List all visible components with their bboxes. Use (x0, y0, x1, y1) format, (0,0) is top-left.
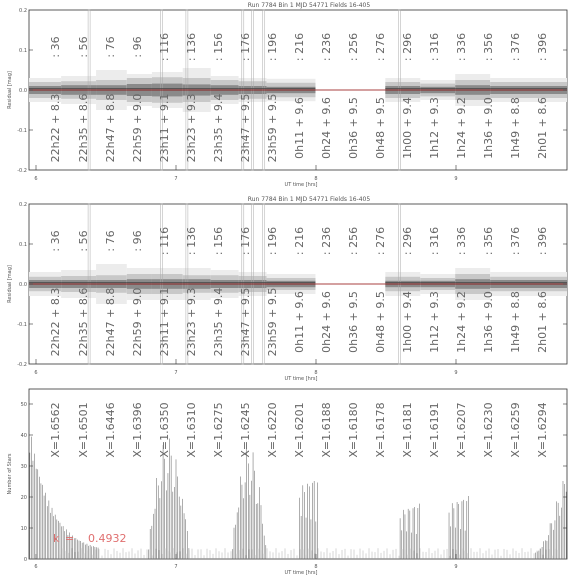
bottom-ytick-label: 30 (20, 464, 27, 470)
airmass-label: X=1.6562 (49, 402, 62, 458)
top-coord-label: 0h24 + 9.6 (320, 97, 333, 159)
top-field-label: : 156 (212, 32, 225, 62)
top-coord-label: 23h47 + 9.5 (239, 93, 252, 163)
top-field-label: : 236 (320, 32, 333, 62)
middle-field-label: : 76 (104, 230, 117, 252)
top-field-label: : 316 (428, 32, 441, 62)
top-coord-label: 1h49 + 8.8 (509, 97, 522, 159)
extinction-k-value: 0.4932 (88, 532, 127, 545)
extinction-k-equals: = (65, 532, 75, 545)
bottom-xtick-label: 8 (314, 564, 318, 570)
top-coord-label: 0h36 + 9.5 (347, 97, 360, 159)
middle-coord-label: 23h59 + 9.5 (266, 287, 279, 357)
middle-field-label: : 236 (320, 226, 333, 256)
middle-ytick-label: -0.1 (17, 322, 27, 328)
middle-coord-label: 22h47 + 8.8 (104, 287, 117, 357)
top-ytick-label: -0.1 (17, 128, 27, 134)
airmass-label: X=1.6350 (158, 402, 171, 458)
top-coord-label: 1h12 + 9.3 (428, 97, 441, 159)
top-field-label: : 196 (266, 32, 279, 62)
top-xtick-label: 6 (34, 176, 38, 182)
middle-residual-panel (7, 196, 567, 382)
middle-coord-label: 1h12 + 9.3 (428, 291, 441, 353)
middle-field-label: : 96 (131, 230, 144, 252)
middle-xtick-label: 9 (454, 370, 458, 376)
top-ytick-label: 0.0 (19, 88, 27, 94)
middle-coord-label: 23h35 + 9.4 (212, 287, 225, 357)
airmass-label: X=1.6230 (482, 402, 495, 458)
top-coord-label: 23h11 + 9.1 (158, 93, 171, 163)
top-field-label: : 96 (131, 36, 144, 58)
middle-coord-label: 0h11 + 9.6 (293, 291, 306, 353)
middle-xtick-marks (36, 359, 456, 364)
middle-field-label: : 256 (347, 226, 360, 256)
top-ytick-label: 0.2 (19, 8, 27, 14)
airmass-label: X=1.6191 (428, 402, 441, 458)
middle-coord-label: 23h11 + 9.1 (158, 287, 171, 357)
airmass-label: X=1.6180 (347, 402, 360, 458)
middle-panel-title: Run 7784 Bin 1 MJD 54771 Fields 16-405 (247, 196, 371, 203)
middle-coord-label: 22h59 + 9.0 (131, 287, 144, 357)
middle-coord-label: 1h49 + 8.8 (509, 291, 522, 353)
extinction-k-symbol: k (53, 532, 60, 545)
top-field-label: : 176 (239, 32, 252, 62)
airmass-label: X=1.6259 (509, 402, 522, 458)
middle-coord-label: 1h36 + 9.0 (482, 291, 495, 353)
top-ylabel: Residual [mag] (7, 71, 13, 109)
airmass-label: X=1.6201 (293, 402, 306, 458)
top-ytick-label: 0.1 (19, 48, 27, 54)
middle-field-label: : 136 (185, 226, 198, 256)
airmass-label: X=1.6245 (239, 402, 252, 458)
top-coord-label: 1h00 + 9.4 (401, 97, 414, 159)
middle-field-label: : 156 (212, 226, 225, 256)
airmass-label: X=1.6178 (374, 402, 387, 458)
middle-field-label: : 176 (239, 226, 252, 256)
top-ytick-label: -0.2 (17, 168, 27, 174)
top-field-label: : 376 (509, 32, 522, 62)
middle-xtick-label: 7 (174, 370, 178, 376)
middle-ytick-label: 0.2 (19, 202, 27, 208)
middle-field-label: : 116 (158, 226, 171, 256)
middle-coord-label: 22h35 + 8.6 (77, 287, 90, 357)
top-xtick-label: 9 (454, 176, 458, 182)
middle-field-label: : 396 (536, 226, 549, 256)
top-field-label: : 396 (536, 32, 549, 62)
top-field-label: : 56 (77, 36, 90, 58)
top-residual-panel (7, 2, 567, 188)
middle-field-label: : 316 (428, 226, 441, 256)
middle-xtick-label: 6 (34, 370, 38, 376)
top-coord-label: 22h47 + 8.8 (104, 93, 117, 163)
middle-ytick-label: 0.1 (19, 242, 27, 248)
top-coord-label: 23h59 + 9.5 (266, 93, 279, 163)
top-xtick-label: 7 (174, 176, 178, 182)
top-xtick-marks (36, 165, 456, 170)
airmass-label: X=1.6220 (266, 402, 279, 458)
middle-field-label: : 336 (455, 226, 468, 256)
bottom-ylabel: Number of Stars (7, 453, 13, 495)
airmass-label: X=1.6501 (77, 402, 90, 458)
middle-field-label: : 56 (77, 230, 90, 252)
airmass-label: X=1.6188 (320, 402, 333, 458)
top-coord-label: 0h48 + 9.5 (374, 97, 387, 159)
top-field-label: : 356 (482, 32, 495, 62)
top-field-label: : 256 (347, 32, 360, 62)
middle-field-label: : 36 (49, 230, 62, 252)
airmass-label: X=1.6396 (131, 402, 144, 458)
middle-ylabel: Residual [mag] (7, 265, 13, 303)
top-xlabel: UT time [hrs] (284, 182, 318, 188)
top-coord-label: 22h35 + 8.6 (77, 93, 90, 163)
middle-field-label: : 376 (509, 226, 522, 256)
middle-coord-label: 0h48 + 9.5 (374, 291, 387, 353)
top-coord-label: 1h24 + 9.2 (455, 97, 468, 159)
top-field-label: : 276 (374, 32, 387, 62)
top-field-label: : 116 (158, 32, 171, 62)
top-coord-label: 23h23 + 9.3 (185, 93, 198, 163)
top-coord-label: 22h59 + 9.0 (131, 93, 144, 163)
bottom-ytick-label: 10 (20, 526, 27, 532)
airmass-label: X=1.6207 (455, 402, 468, 458)
middle-coord-label: 0h24 + 9.6 (320, 291, 333, 353)
bottom-ytick-label: 50 (20, 402, 27, 408)
airmass-label: X=1.6275 (212, 402, 225, 458)
airmass-label: X=1.6294 (536, 402, 549, 458)
top-field-label: : 36 (49, 36, 62, 58)
top-coord-label: 2h01 + 8.6 (536, 97, 549, 159)
airmass-label: X=1.6310 (185, 402, 198, 458)
middle-field-label: : 296 (401, 226, 414, 256)
middle-field-label: : 196 (266, 226, 279, 256)
bottom-ytick-label: 40 (20, 433, 27, 439)
star-count-panel (7, 389, 567, 576)
middle-coord-label: 23h47 + 9.5 (239, 287, 252, 357)
bottom-xtick-label: 9 (454, 564, 458, 570)
middle-ytick-label: -0.2 (17, 362, 27, 368)
middle-field-label: : 356 (482, 226, 495, 256)
middle-ytick-label: 0.0 (19, 282, 27, 288)
top-field-label: : 136 (185, 32, 198, 62)
middle-field-label: : 216 (293, 226, 306, 256)
middle-xtick-label: 8 (314, 370, 318, 376)
top-coord-label: 0h11 + 9.6 (293, 97, 306, 159)
top-field-label: : 336 (455, 32, 468, 62)
top-field-label: : 296 (401, 32, 414, 62)
bottom-xtick-label: 7 (174, 564, 178, 570)
top-coord-label: 23h35 + 9.4 (212, 93, 225, 163)
top-field-label: : 216 (293, 32, 306, 62)
middle-field-label: : 276 (374, 226, 387, 256)
middle-coord-label: 2h01 + 8.6 (536, 291, 549, 353)
middle-xlabel: UT time [hrs] (284, 376, 318, 382)
top-xtick-label: 8 (314, 176, 318, 182)
top-coord-label: 22h22 + 8.3 (49, 93, 62, 163)
bottom-ytick-label: 20 (20, 495, 27, 501)
bottom-xlabel: UT time [hrs] (284, 570, 318, 576)
top-panel-title: Run 7784 Bin 1 MJD 54771 Fields 16-405 (247, 2, 371, 9)
middle-coord-label: 1h00 + 9.4 (401, 291, 414, 353)
airmass-label: X=1.6181 (401, 402, 414, 458)
middle-coord-label: 23h23 + 9.3 (185, 287, 198, 357)
top-field-label: : 76 (104, 36, 117, 58)
airmass-label: X=1.6446 (104, 402, 117, 458)
bottom-ytick-label: 0 (23, 557, 27, 563)
middle-coord-label: 0h36 + 9.5 (347, 291, 360, 353)
bottom-xtick-label: 6 (34, 564, 38, 570)
middle-coord-label: 22h22 + 8.3 (49, 287, 62, 357)
top-coord-label: 1h36 + 9.0 (482, 97, 495, 159)
middle-coord-label: 1h24 + 9.2 (455, 291, 468, 353)
